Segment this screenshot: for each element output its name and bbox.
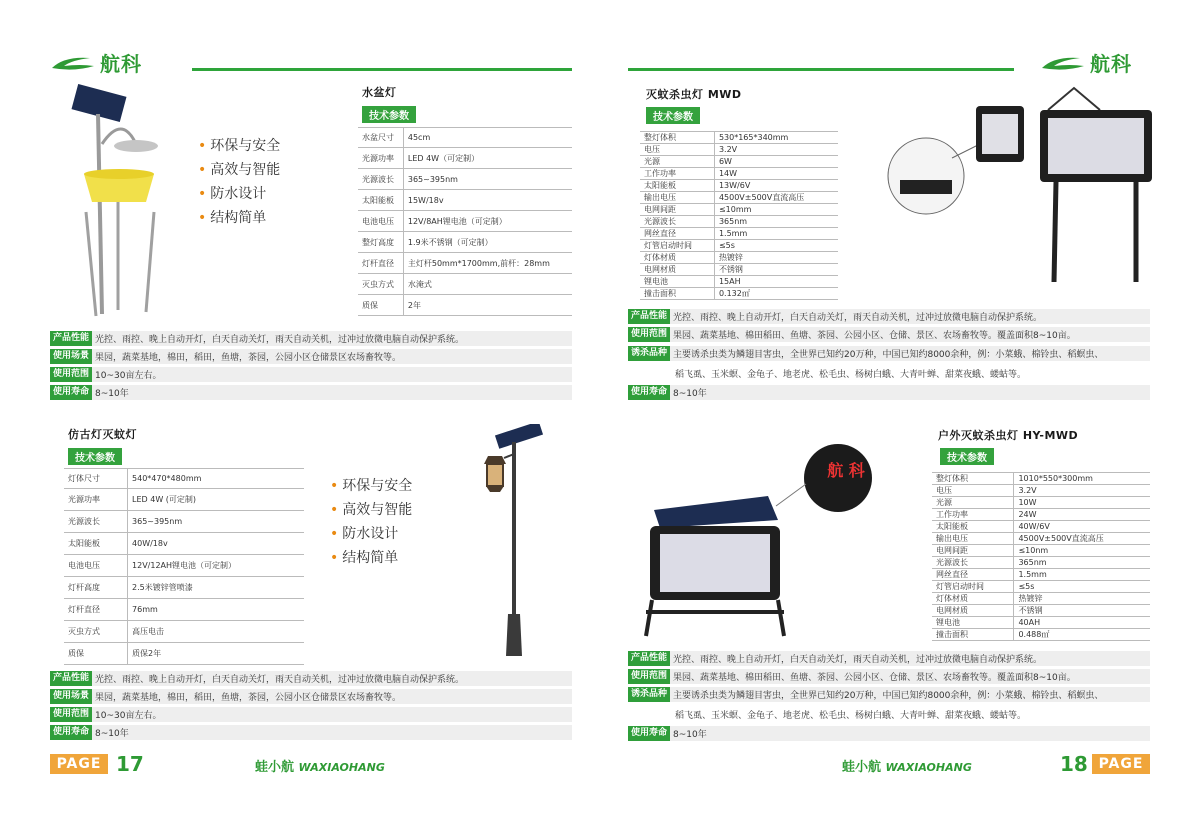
feature-list-2 (330, 474, 412, 570)
info-row: 产品性能 光控、雨控、晚上自动开灯，白天自动关灯，雨天自动关机，过冲过放微电脑自动保护系统。 (50, 671, 572, 686)
info-row: 使用寿命 8~10年 (50, 385, 572, 400)
header-rule-right (628, 68, 1014, 71)
info-row: 使用范围 10~30亩左右。 (50, 707, 572, 722)
footer-brand-right: 蛙小航 WAXIAOHANG (842, 760, 972, 775)
product-title: 水盆灯 (362, 86, 397, 99)
page-number-right: 18 (1060, 752, 1088, 776)
info-row: 使用寿命 8~10年 (50, 725, 572, 740)
page-label-right: PAGE (1092, 754, 1150, 774)
feature-item: • 高效与智能 (198, 162, 281, 178)
spec-tag: 技术参数 (940, 448, 994, 465)
product-image-basin-lamp (62, 84, 172, 324)
page-label-left: PAGE (50, 754, 108, 774)
product-image-antique-lamp (478, 424, 548, 660)
product-title: 仿古灯灭蚊灯 (68, 428, 137, 441)
info-row: 产品性能 光控、雨控、晚上自动开灯，白天自动关灯，雨天自动关机，过冲过放微电脑自动保护系统。 (50, 331, 572, 346)
feature-item: • 防水设计 (198, 186, 267, 202)
spec-tag: 技术参数 (646, 107, 700, 124)
product-image-mwd (884, 84, 1160, 296)
info-row: 使用场景 果园，蔬菜基地，棉田，稻田，鱼塘，茶园，公园小区仓储景区农场畜牧等。 (50, 689, 572, 704)
spec-tag: 技术参数 (362, 106, 416, 123)
info-row: 产品性能 光控、雨控、晚上自动开灯，白天自动关灯，雨天自动关机，过冲过放微电脑自动保护系统。 (628, 651, 1150, 666)
feature-item: • 环保与安全 (330, 478, 413, 494)
feature-item: • 高效与智能 (330, 502, 413, 518)
brand-logo-left (50, 48, 142, 77)
feature-item: • 结构简单 (330, 550, 399, 566)
brand-name: 航科 (1090, 52, 1132, 76)
info-row: 稻飞虱、玉米螟、金龟子、地老虎、松毛虫、杨树白蛾、大青叶蝉、甜菜夜蛾、蝼蛄等。 (628, 366, 1150, 381)
spec-table-1: 水盆尺寸 45cm 光源功率 LED 4W（可定制） 光源波长 365~395nm 太阳能板 15W/18v 电池电压 12V/8AH锂电池（可定制） 整灯高度 1.9米不锈钢（可定制） 灯杆直径 主灯杆50mm*1700mm,前杆：28mm 灭虫方式 水淹式 质保 2年 (358, 127, 572, 316)
info-row: 稻飞虱、玉米螟、金龟子、地老虎、松毛虫、杨树白蛾、大青叶蝉、甜菜夜蛾、蝼蛄等。 (628, 707, 1150, 722)
feature-list-1 (198, 134, 280, 230)
header-rule-left (192, 68, 572, 71)
feature-item: • 防水设计 (330, 526, 399, 542)
info-row: 使用范围 果园、蔬菜基地、棉田稻田、鱼塘、茶园、公园小区、仓储、景区、农场畜牧等。覆盖面积8~10亩。 (628, 327, 1150, 342)
spec-table-3: 整灯体积 530*165*340mm 电压 3.2V 光源 6W 工作功率 14W 太阳能板 13W/6V 输出电压 4500V±500V直流高压 电网间距 ≤10mm 光源波长 365nm 网丝直径 1.5mm 灯管启动时间 ≤5s 灯体材质 热镀锌 电网材质 不锈钢 锂电池 15AH 撞击面积 0.132㎡ (640, 131, 838, 300)
info-row: 产品性能 光控、雨控、晚上自动开灯，白天自动关灯，雨天自动关机，过冲过放微电脑自动保护系统。 (628, 309, 1150, 324)
brand-badge: 航 科 (827, 461, 865, 480)
info-row: 诱杀品种 主要诱杀虫类为鳞翅目害虫，全世界已知约20万种，中国已知约8000余种，例：小菜蛾、棉铃虫、稻螟虫、 (628, 346, 1150, 361)
info-row: 诱杀品种 主要诱杀虫类为鳞翅目害虫，全世界已知约20万种，中国已知约8000余种，例：小菜蛾、棉铃虫、稻螟虫、 (628, 687, 1150, 702)
page-number-left: 17 (116, 752, 144, 776)
feature-item: • 结构简单 (198, 210, 267, 226)
info-row: 使用范围 10~30亩左右。 (50, 367, 572, 382)
brand-logo-right (1040, 48, 1132, 77)
brand-name: 航科 (100, 52, 142, 76)
info-row: 使用寿命 8~10年 (628, 385, 1150, 400)
footer-brand-left: 蛙小航 WAXIAOHANG (255, 760, 385, 775)
spec-tag: 技术参数 (68, 448, 122, 465)
info-row: 使用范围 果园、蔬菜基地、棉田稻田、鱼塘、茶园、公园小区、仓储、景区、农场畜牧等。覆盖面积8~10亩。 (628, 669, 1150, 684)
feature-item: • 环保与安全 (198, 138, 281, 154)
product-title: 户外灭蚊杀虫灯 HY-MWD (938, 429, 1079, 442)
swoosh-logo-icon (50, 52, 96, 74)
info-row: 使用场景 果园，蔬菜基地，棉田，稻田，鱼塘，茶园，公园小区仓储景区农场畜牧等。 (50, 349, 572, 364)
info-row: 使用寿命 8~10年 (628, 726, 1150, 741)
spec-table-2: 灯体尺寸 540*470*480mm 光源功率 LED 4W (可定制) 光源波长 365~395nm 太阳能板 40W/18v 电池电压 12V/12AH锂电池（可定制） 灯杆高度 2.5米镀锌管喷漆 灯杆直径 76mm 灭虫方式 高压电击 质保 质保2年 (64, 468, 304, 665)
spec-table-4: 整灯体积 1010*550*300mm 电压 3.2V 光源 10W 工作功率 24W 太阳能板 40W/6V 输出电压 4500V±500V直流高压 电网间距 ≤10nm 光源波长 365nm 网丝直径 1.5mm 灯管启动时间 ≤5s 灯体材质 热镀锌 电网材质 不锈钢 锂电池 40AH 撞击面积 0.488㎡ (932, 472, 1150, 641)
product-title: 灭蚊杀虫灯 MWD (646, 88, 742, 101)
swoosh-logo-icon (1040, 52, 1086, 74)
